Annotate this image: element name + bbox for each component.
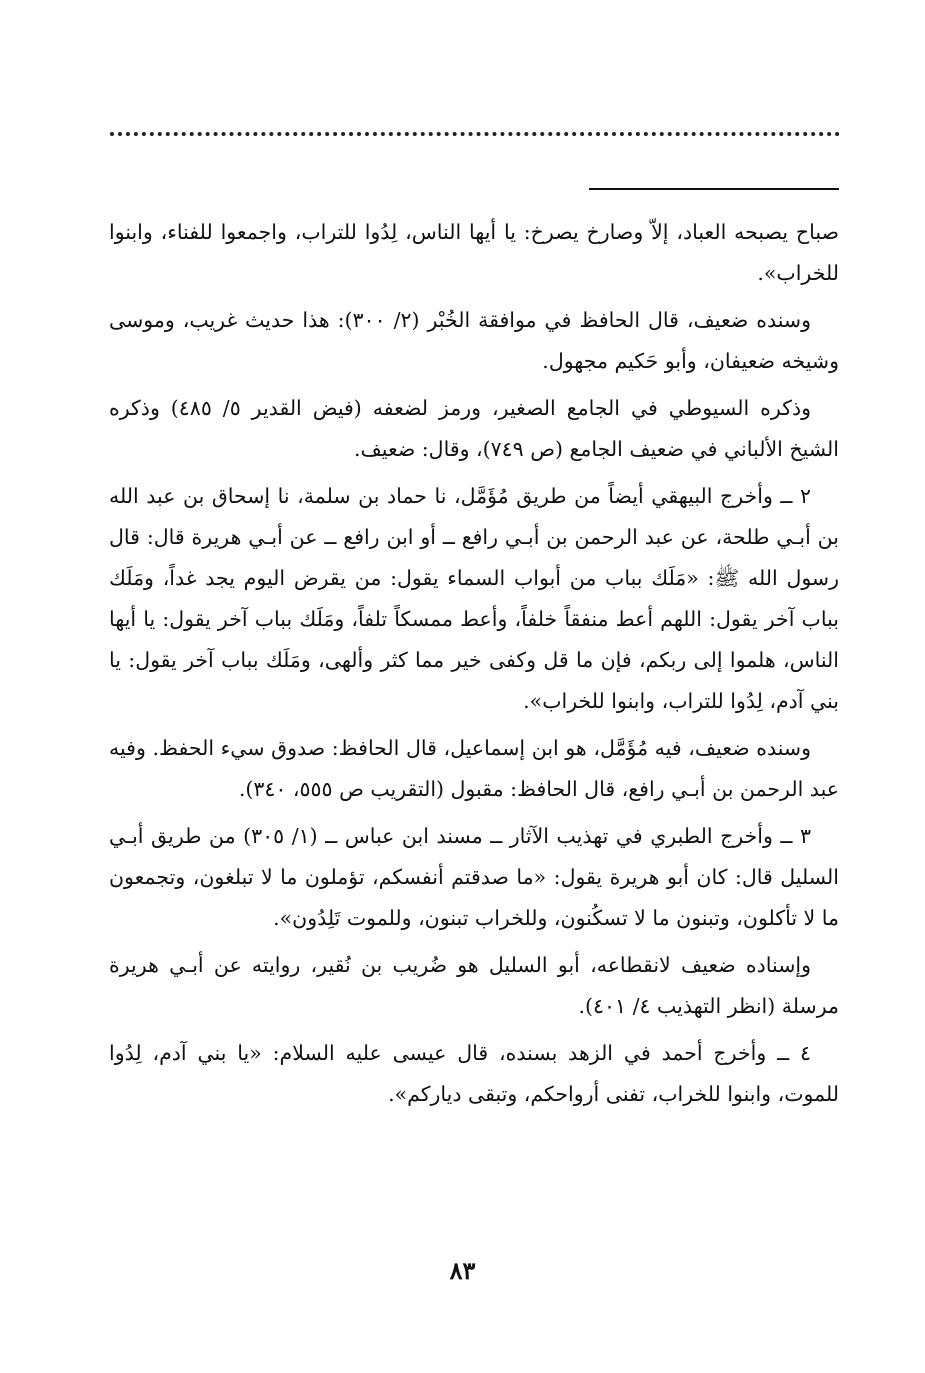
paragraph-narration-4: ٤ ــ وأخرج أحمد في الزهد بسنده، قال عيسى عليه السلام: «يا بني آدم، لِدُوا للموت، وابنوا للخراب، تفنى أرواحكم، وتبقى دياركم». xyxy=(109,1041,839,1106)
page-number: ٨٣ xyxy=(449,1256,476,1285)
paragraph-narration-2: ٢ ــ وأخرج البيهقي أيضاً من طريق مُؤَمَّل، نا حماد بن سلمة، نا إسحاق بن عبد الله بن أبـي طلحة، عن عبد الرحمن بن أبـي رافع ــ أو ابن رافع ــ عن أبـي هريرة قال: قال رسول الله ﷺ: «مَلَك بباب من أبواب السماء يقول: من يقرض اليوم يجد غداً، ومَلَك بباب آخر يقول: اللهم أعط منفقاً خلفاً، وأعط ممسكاً تلفاً، ومَلَك بباب آخر يقول: يا أيها الناس، هلموا إلى ربكم، فإن ما قل وكفى خير مما كثر وألهى، ومَلَك بباب آخر يقول: يا بني آدم، لِدُوا للتراب، وابنوا للخراب». xyxy=(109,484,839,713)
footnote-separator-rule xyxy=(589,188,839,190)
paragraph-isnad-weak-1: وسنده ضعيف، قال الحافظ في موافقة الخُبْر (٢/ ٣٠٠): هذا حديث غريب، وموسى وشيخه ضعيفان، وأبو حَكيم مجهول. xyxy=(109,308,839,373)
body-text xyxy=(109,212,839,1121)
paragraph-continuation: صباح يصبحه العباد، إلاّ وصارخ يصرخ: يا أيها الناس، لِدُوا للتراب، واجمعوا للفناء، وابنوا للخراب». xyxy=(109,220,839,285)
paragraph-suyuti: وذكره السيوطي في الجامع الصغير، ورمز لضعفه (فيض القدير ٥/ ٤٨٥) وذكره الشيخ الألباني في ضعيف الجامع (ص ٧٤٩)، وقال: ضعيف. xyxy=(109,396,839,461)
dotted-divider xyxy=(110,132,840,136)
paragraph-narration-3: ٣ ــ وأخرج الطبري في تهذيب الآثار ــ مسند ابن عباس ــ (١/ ٣٠٥) من طريق أبـي السليل قال: كان أبو هريرة يقول: «ما صدقتم أنفسكم، تؤملون ما لا تبلغون، وتجمعون ما لا تأكلون، وتبنون ما لا تسكُنون، وللخراب تبنون، وللموت تَلِدُون». xyxy=(109,824,839,930)
paragraph-isnad-weak-2: وسنده ضعيف، فيه مُؤَمَّل، هو ابن إسماعيل، قال الحافظ: صدوق سيء الحفظ. وفيه عبد الرحمن بن أبـي رافع، قال الحافظ: مقبول (التقريب ص ٥٥٥، ٣٤٠). xyxy=(109,736,839,801)
paragraph-isnad-weak-3: وإسناده ضعيف لانقطاعه، أبو السليل هو ضُريب بن نُقير، روايته عن أبـي هريرة مرسلة (انظر التهذيب ٤/ ٤٠١). xyxy=(109,953,839,1018)
